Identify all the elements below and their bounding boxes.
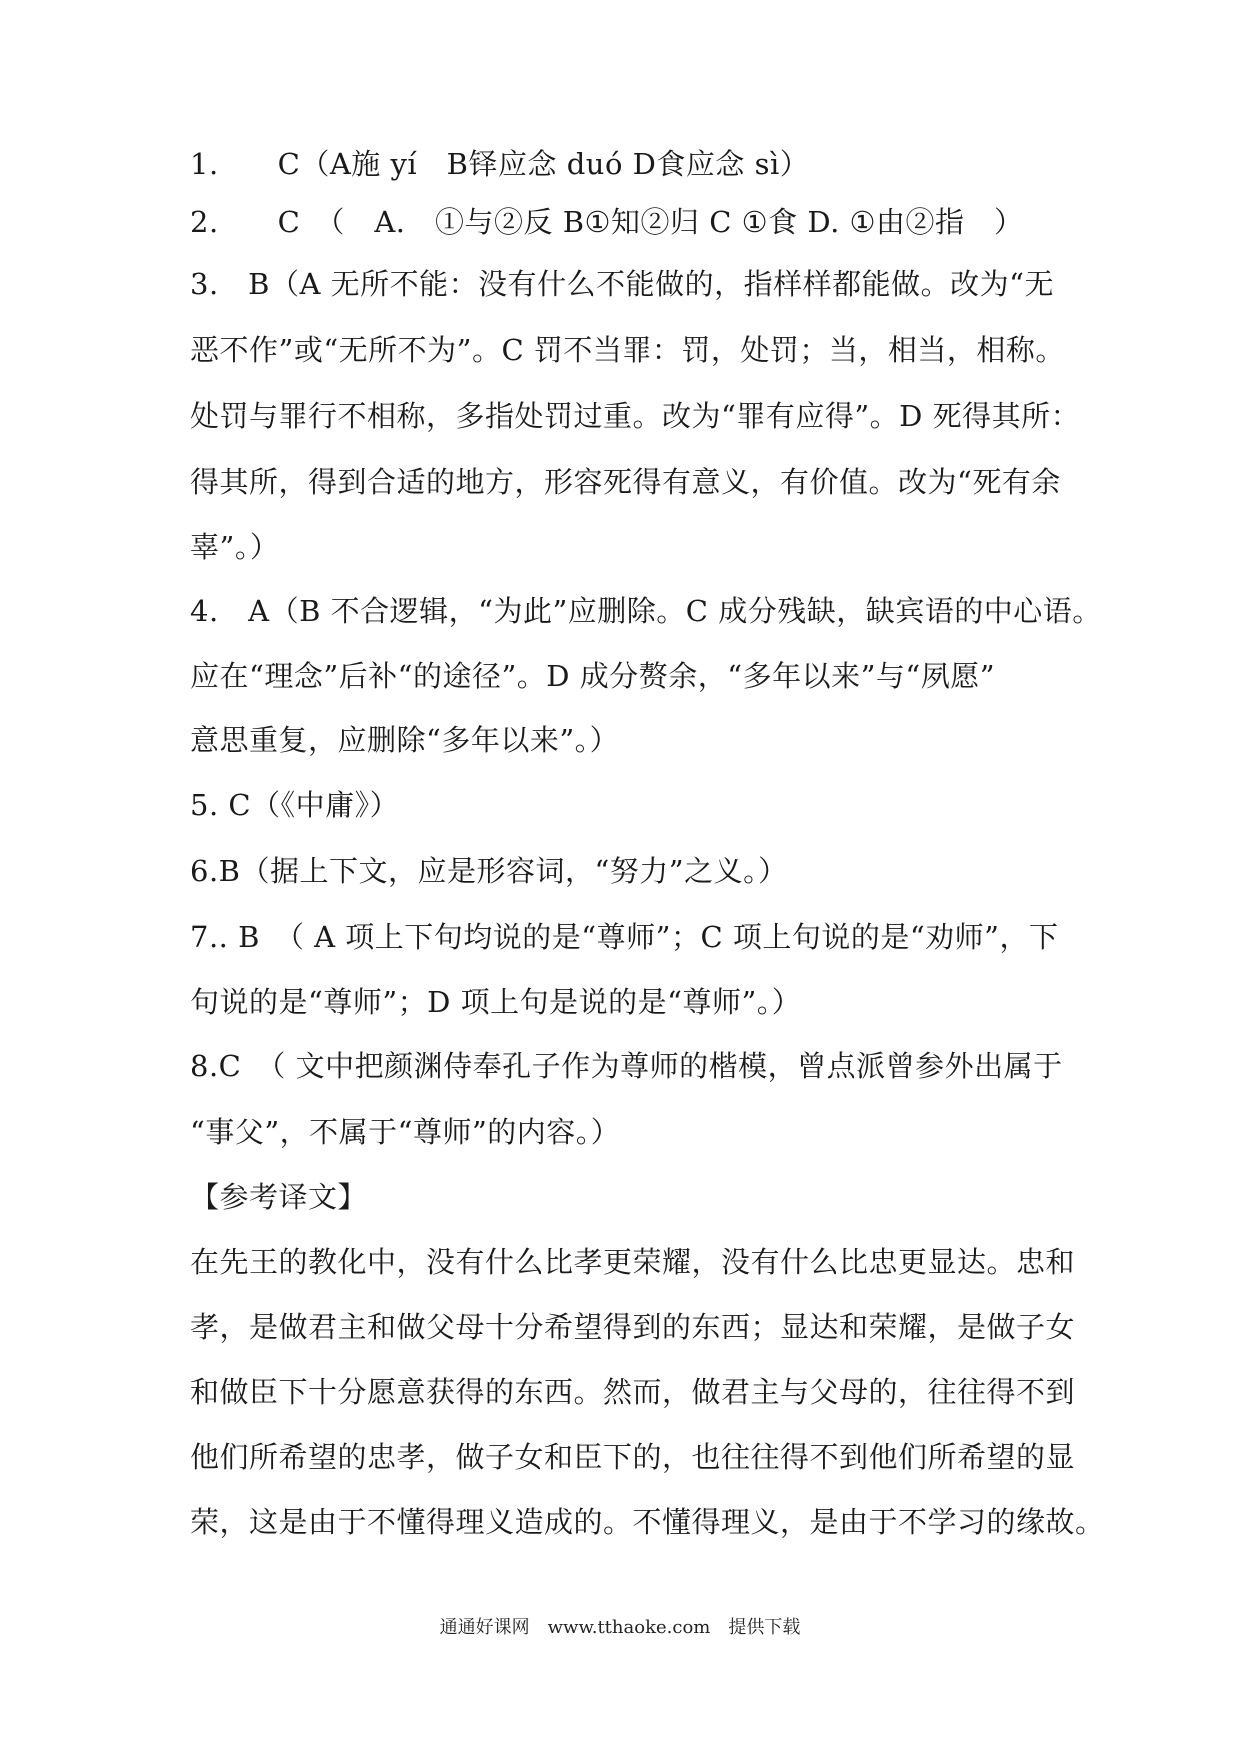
answer-line-8: 4. A（B 不合逻辑，“为此”应删除。C 成分残缺，缺宾语的中心语。 <box>190 594 1102 628</box>
translation-line-3: 和做臣下十分愿意获得的东西。然而，做君主与父母的，往往得不到 <box>190 1375 1076 1409</box>
translation-heading: 【参考译文】 <box>190 1180 368 1214</box>
answer-line-2: 2. C （ A. ①与②反 B①知②归 C ①食 D. ①由②指 ） <box>190 205 1024 239</box>
answer-line-13: 7.. B （ A 项上下句均说的是“尊师”；C 项上句说的是“劝师”，下 <box>190 920 1059 954</box>
answer-line-16: “事父”，不属于“尊师”的内容。） <box>190 1115 621 1149</box>
answer-line-14: 句说的是“尊师”；D 项上句是说的是“尊师”。） <box>190 985 802 1019</box>
translation-line-4: 他们所希望的忠孝，做子女和臣下的，也往往得不到他们所希望的显 <box>190 1440 1076 1474</box>
page-footer: 通通好课网 www.tthaoke.com 提供下载 <box>439 1617 801 1638</box>
answer-line-4: 恶不作”或“无所不为”。C 罚不当罪：罚，处罚；当，相当，相称。 <box>190 333 1065 367</box>
translation-line-2: 孝，是做君主和做父母十分希望得到的东西；显达和荣耀，是做子女 <box>190 1310 1076 1344</box>
answer-line-9: 应在“理念”后补“的途径”。D 成分赘余，“多年以来”与“夙愿” <box>190 659 996 693</box>
answer-line-10: 意思重复，应删除“多年以来”。） <box>190 723 620 757</box>
answer-line-3: 3. B（A 无所不能：没有什么不能做的，指样样都能做。改为“无 <box>190 267 1054 301</box>
answer-line-7: 辜”。） <box>190 530 280 564</box>
answer-line-1: 1. C（A施 yí B铎应念 duó D食应念 sì） <box>190 147 810 181</box>
answer-line-5: 处罚与罪行不相称，多指处罚过重。改为“罪有应得”。D 死得其所： <box>190 399 1081 433</box>
answer-line-6: 得其所，得到合适的地方，形容死得有意义，有价值。改为“死有余 <box>190 465 1061 499</box>
answer-line-12: 6.B（据上下文，应是形容词，“努力”之义。） <box>190 854 788 888</box>
answer-line-15: 8.C （ 文中把颜渊侍奉孔子作为尊师的楷模，曾点派曾参外出属于 <box>190 1049 1063 1083</box>
answer-line-11: 5. C（《中庸》） <box>190 788 400 822</box>
translation-line-1: 在先王的教化中，没有什么比孝更荣耀，没有什么比忠更显达。忠和 <box>190 1245 1076 1279</box>
translation-line-5: 荣，这是由于不懂得理义造成的。不懂得理义，是由于不学习的缘故。 <box>190 1505 1105 1539</box>
